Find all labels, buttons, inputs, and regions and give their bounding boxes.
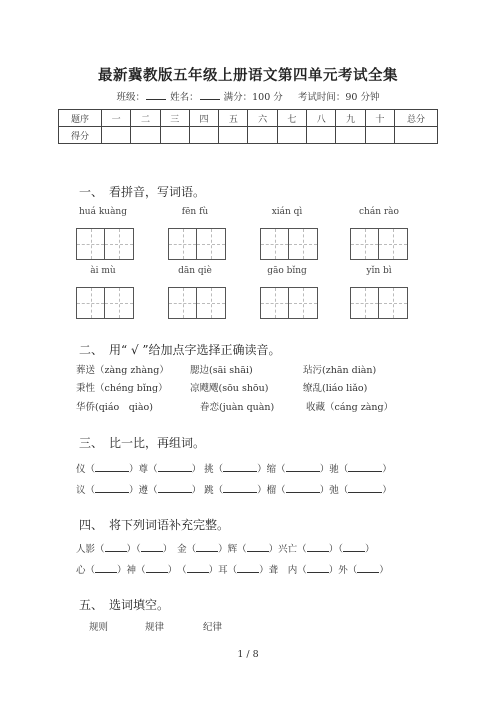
answer-blank[interactable]	[237, 564, 259, 573]
complete-row-1: 人影（ ）（ ） 金（ ）辉（ ）兴亡（ ）（ ）	[76, 544, 375, 555]
answer-blank[interactable]	[146, 564, 168, 573]
word-part: 心	[76, 565, 86, 576]
word-part: 内	[287, 565, 298, 576]
word-part: 神	[126, 565, 137, 576]
reading-item[interactable]: 眷恋(juàn quàn)	[200, 402, 275, 413]
char: 驰	[329, 464, 339, 475]
reading-item[interactable]: 秉性（chéng bǐng）	[76, 383, 168, 394]
full-score: 满分：100 分	[223, 92, 283, 103]
answer-blank[interactable]	[343, 543, 365, 552]
section-4-heading: 四、 将下列词语补充完整。	[79, 518, 230, 532]
section-1-heading: 一、 看拼音，写词语。	[79, 185, 206, 199]
word-part: 耳	[218, 565, 228, 576]
score-label-cell: 得分	[59, 127, 102, 144]
pinyin-label: ài mù	[90, 266, 116, 276]
word-part: 兴亡	[278, 544, 298, 555]
answer-blank[interactable]	[357, 564, 379, 573]
pinyin-label: gāo bǐng	[267, 266, 307, 276]
answer-blank[interactable]	[158, 484, 192, 493]
compare-row-2: 议（ ）遵（ ） 跳（ ）榴（ ）弛（ ）	[76, 485, 392, 496]
word-part: 外	[338, 565, 348, 576]
answer-blank[interactable]	[158, 463, 192, 472]
score-cell[interactable]	[277, 127, 306, 144]
header-cell: 四	[189, 110, 218, 127]
header-cell: 题序	[59, 110, 102, 127]
complete-row-2: 心（ ）神（ ） （ ）耳（ ）聋 内（ ）外（ ）	[76, 565, 389, 576]
writing-grid[interactable]	[350, 287, 408, 319]
word-part: 聋	[268, 565, 279, 576]
header-cell: 九	[336, 110, 365, 127]
answer-blank[interactable]	[223, 463, 257, 472]
score-cell[interactable]	[365, 127, 394, 144]
score-table	[58, 109, 438, 144]
answer-blank[interactable]	[348, 463, 382, 472]
reading-item[interactable]: 华侨(qiáo qiào)	[76, 402, 153, 413]
pinyin-label: fēn fù	[181, 207, 209, 217]
pinyin-label: huá kuàng	[79, 207, 127, 217]
header-cell: 一	[102, 110, 131, 127]
writing-grid[interactable]	[350, 228, 408, 260]
answer-blank[interactable]	[95, 484, 129, 493]
answer-blank[interactable]	[286, 484, 320, 493]
reading-item[interactable]: 缭乱(liáo liǎo)	[303, 383, 368, 394]
char: 尊	[138, 464, 149, 475]
header-cell: 二	[131, 110, 160, 127]
score-header-row	[59, 110, 438, 127]
score-cell[interactable]	[395, 127, 438, 144]
exam-time: 考试时间：90 分钟	[297, 92, 380, 103]
reading-item[interactable]: 腮边(sāi shāi)	[190, 365, 253, 376]
header-cell: 八	[307, 110, 336, 127]
writing-grid[interactable]	[260, 287, 318, 319]
answer-blank[interactable]	[247, 543, 269, 552]
word-part: 辉	[227, 544, 238, 555]
name-blank	[200, 91, 220, 100]
header-cell: 六	[248, 110, 277, 127]
answer-blank[interactable]	[105, 543, 127, 552]
answer-blank[interactable]	[196, 543, 218, 552]
header-cell: 五	[219, 110, 248, 127]
compare-row-1: 仪（ ）尊（ ） 挑（ ）缩（ ）驰（ ）	[76, 464, 392, 475]
char: 弛	[329, 485, 339, 496]
class-blank	[146, 91, 166, 100]
answer-blank[interactable]	[95, 463, 129, 472]
char: 遵	[138, 485, 149, 496]
answer-blank[interactable]	[307, 543, 329, 552]
score-value-row	[59, 127, 438, 144]
score-cell[interactable]	[160, 127, 189, 144]
answer-blank[interactable]	[95, 564, 117, 573]
word-part: 人影	[76, 544, 96, 555]
exam-info	[0, 89, 496, 103]
section-5-heading: 五、 选词填空。	[79, 598, 170, 612]
writing-grid[interactable]	[168, 228, 226, 260]
reading-item[interactable]: 葬送（zàng zhàng）	[76, 365, 169, 376]
page-number: 1 / 8	[237, 649, 259, 660]
char: 缩	[266, 464, 277, 475]
score-cell[interactable]	[131, 127, 160, 144]
reading-item[interactable]: 玷污(zhān diàn)	[303, 365, 377, 376]
char: 挑	[204, 464, 214, 475]
char: 榴	[266, 485, 277, 496]
writing-grid[interactable]	[168, 287, 226, 319]
answer-blank[interactable]	[187, 564, 209, 573]
section-2-heading: 二、 用“ √ ”给加点字选择正确读音。	[79, 343, 281, 357]
char: 议	[76, 485, 86, 496]
score-cell[interactable]	[248, 127, 277, 144]
answer-blank[interactable]	[223, 484, 257, 493]
header-cell: 七	[277, 110, 306, 127]
reading-item[interactable]: 凉飕飕(sōu shōu)	[190, 383, 269, 394]
section-3-heading: 三、 比一比，再组词。	[79, 436, 206, 450]
class-label: 班级：	[116, 92, 146, 103]
score-cell[interactable]	[336, 127, 365, 144]
choice-word: 纪律	[203, 622, 223, 633]
reading-item[interactable]: 收藏（cáng zàng）	[306, 402, 394, 413]
page-title: 最新冀教版五年级上册语文第四单元考试全集	[98, 67, 398, 84]
score-cell[interactable]	[219, 127, 248, 144]
pinyin-label: dān qiè	[178, 266, 212, 276]
choice-word: 规律	[145, 622, 165, 633]
pinyin-label: yǐn bì	[366, 266, 392, 276]
score-cell[interactable]	[307, 127, 336, 144]
pinyin-label: xián qì	[271, 207, 303, 217]
writing-grid[interactable]	[76, 287, 134, 319]
score-cell[interactable]	[102, 127, 131, 144]
score-cell[interactable]	[189, 127, 218, 144]
writing-grid[interactable]	[76, 228, 134, 260]
header-cell: 十	[365, 110, 394, 127]
answer-blank[interactable]	[307, 564, 329, 573]
name-label: 姓名：	[170, 92, 199, 103]
word-part: 金	[177, 544, 187, 555]
header-cell: 三	[160, 110, 189, 127]
writing-grid[interactable]	[260, 228, 318, 260]
answer-blank[interactable]	[286, 463, 320, 472]
choice-word: 规则	[89, 622, 109, 633]
answer-blank[interactable]	[141, 543, 163, 552]
header-cell: 总分	[395, 110, 438, 127]
char: 仪	[76, 464, 86, 475]
answer-blank[interactable]	[348, 484, 382, 493]
pinyin-label: chán rào	[359, 207, 399, 217]
char: 跳	[204, 485, 214, 496]
